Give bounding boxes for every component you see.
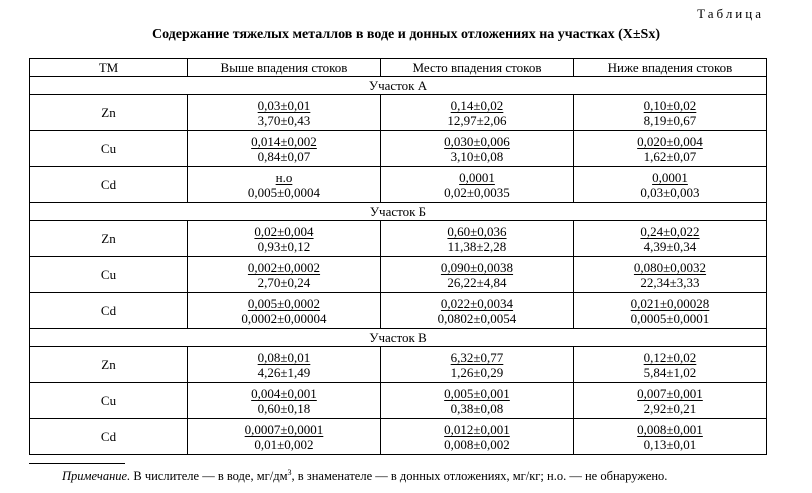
section-title: Участок А	[30, 77, 767, 95]
table-row	[30, 221, 767, 257]
denominator-sediment: 0,03±0,003	[640, 184, 700, 200]
table-row	[30, 347, 767, 383]
value-cell	[381, 167, 574, 203]
denominator-sediment: 1,26±0,29	[450, 364, 504, 380]
fraction	[637, 422, 703, 452]
numerator-water: н.о	[275, 169, 293, 185]
footnote	[62, 469, 667, 484]
numerator-water: 0,03±0,01	[257, 97, 311, 113]
numerator-water: 6,32±0,77	[450, 349, 504, 365]
header-above: Выше впадения стоков	[188, 59, 381, 77]
fraction	[258, 98, 311, 128]
table-row	[30, 293, 767, 329]
numerator-water: 0,10±0,02	[643, 97, 697, 113]
value-cell	[574, 257, 767, 293]
table-row	[30, 257, 767, 293]
section-row	[30, 203, 767, 221]
denominator-sediment: 0,01±0,002	[254, 436, 314, 452]
table-title: Содержание тяжелых металлов в воде и донных отложениях на участках (X±Sx)	[151, 27, 661, 42]
numerator-water: 0,0007±0,0001	[244, 421, 324, 437]
numerator-water: 0,004±0,001	[251, 385, 317, 401]
denominator-sediment: 0,005±0,0004	[247, 184, 321, 200]
value-cell	[188, 95, 381, 131]
denominator-sediment: 11,38±2,28	[447, 238, 507, 254]
table-row	[30, 167, 767, 203]
footnote-sup: 3	[287, 467, 292, 477]
fraction	[245, 422, 324, 452]
fraction	[241, 296, 326, 326]
table-row	[30, 95, 767, 131]
metal-cell: Zn	[30, 347, 188, 383]
denominator-sediment: 12,97±2,06	[447, 112, 507, 128]
fraction	[640, 170, 699, 200]
denominator-sediment: 4,39±0,34	[643, 238, 697, 254]
metal-cell: Cu	[30, 257, 188, 293]
value-cell	[381, 419, 574, 455]
header-below: Ниже впадения стоков	[574, 59, 767, 77]
numerator-water: 0,022±0,0034	[440, 295, 514, 311]
fraction	[248, 170, 320, 200]
value-cell	[188, 383, 381, 419]
table-label: Таблица	[697, 6, 764, 21]
numerator-water: 0,090±0,0038	[440, 259, 514, 275]
numerator-water: 0,014±0,002	[251, 133, 317, 149]
fraction	[444, 134, 510, 164]
fraction	[637, 134, 703, 164]
heavy-metals-table	[29, 58, 767, 455]
denominator-sediment: 1,62±0,07	[643, 148, 697, 164]
denominator-sediment: 0,0802±0,0054	[437, 310, 517, 326]
value-cell	[188, 221, 381, 257]
fraction	[258, 350, 311, 380]
table-row	[30, 419, 767, 455]
metal-cell: Zn	[30, 95, 188, 131]
denominator-sediment: 22,34±3,33	[640, 274, 700, 290]
numerator-water: 0,12±0,02	[643, 349, 697, 365]
numerator-water: 0,030±0,006	[444, 133, 510, 149]
denominator-sediment: 8,19±0,67	[643, 112, 697, 128]
fraction	[451, 350, 504, 380]
denominator-sediment: 26,22±4,84	[447, 274, 507, 290]
numerator-water: 0,012±0,001	[444, 421, 510, 437]
metal-cell: Cd	[30, 419, 188, 455]
fraction	[251, 386, 317, 416]
denominator-sediment: 0,0005±0,0001	[630, 310, 710, 326]
fraction	[644, 98, 697, 128]
footnote-rule	[29, 463, 125, 464]
value-cell	[574, 293, 767, 329]
denominator-sediment: 0,02±0,0035	[444, 184, 510, 200]
fraction	[634, 260, 706, 290]
value-cell	[188, 131, 381, 167]
denominator-sediment: 3,70±0,43	[257, 112, 311, 128]
numerator-water: 0,24±0,022	[640, 223, 700, 239]
denominator-sediment: 2,70±0,24	[257, 274, 311, 290]
header-tm: ТМ	[30, 59, 188, 77]
numerator-water: 0,020±0,004	[637, 133, 703, 149]
fraction	[447, 224, 506, 254]
denominator-sediment: 0,93±0,12	[257, 238, 311, 254]
section-row	[30, 329, 767, 347]
fraction	[644, 350, 697, 380]
fraction	[631, 296, 710, 326]
fraction	[637, 386, 703, 416]
fraction	[248, 260, 320, 290]
value-cell	[381, 293, 574, 329]
numerator-water: 0,60±0,036	[447, 223, 507, 239]
footnote-text-2: , в знаменателе — в донных отложениях, мг/кг; н.о. — не обнаружено.	[291, 469, 668, 483]
value-cell	[574, 347, 767, 383]
numerator-water: 0,021±0,00028	[630, 295, 710, 311]
value-cell	[381, 347, 574, 383]
value-cell	[574, 131, 767, 167]
value-cell	[574, 167, 767, 203]
numerator-water: 0,080±0,0032	[633, 259, 707, 275]
denominator-sediment: 0,13±0,01	[643, 436, 697, 452]
denominator-sediment: 2,92±0,21	[643, 400, 697, 416]
value-cell	[574, 221, 767, 257]
value-cell	[381, 383, 574, 419]
fraction	[441, 260, 513, 290]
numerator-water: 0,0001	[459, 169, 495, 185]
fraction	[438, 296, 517, 326]
value-cell	[188, 293, 381, 329]
fraction	[254, 224, 313, 254]
numerator-water: 0,14±0,02	[450, 97, 504, 113]
denominator-sediment: 5,84±1,02	[643, 364, 697, 380]
metal-cell: Cu	[30, 131, 188, 167]
denominator-sediment: 0,60±0,18	[257, 400, 311, 416]
numerator-water: 0,08±0,01	[257, 349, 311, 365]
table-row	[30, 131, 767, 167]
header-row	[30, 59, 767, 77]
section-title: Участок Б	[30, 203, 767, 221]
metal-cell: Cu	[30, 383, 188, 419]
numerator-water: 0,005±0,001	[444, 385, 510, 401]
value-cell	[574, 419, 767, 455]
table-row	[30, 383, 767, 419]
denominator-sediment: 0,84±0,07	[257, 148, 311, 164]
fraction	[447, 98, 506, 128]
value-cell	[188, 257, 381, 293]
fraction	[640, 224, 699, 254]
value-cell	[188, 347, 381, 383]
denominator-sediment: 0,38±0,08	[450, 400, 504, 416]
metal-cell: Cd	[30, 293, 188, 329]
denominator-sediment: 4,26±1,49	[257, 364, 311, 380]
value-cell	[188, 167, 381, 203]
footnote-label: Примечание.	[62, 469, 131, 483]
fraction	[444, 422, 510, 452]
metal-cell: Zn	[30, 221, 188, 257]
numerator-water: 0,02±0,004	[254, 223, 314, 239]
numerator-water: 0,002±0,0002	[247, 259, 321, 275]
section-row	[30, 77, 767, 95]
value-cell	[574, 95, 767, 131]
fraction	[444, 386, 510, 416]
numerator-water: 0,007±0,001	[637, 385, 703, 401]
value-cell	[574, 383, 767, 419]
value-cell	[381, 95, 574, 131]
value-cell	[381, 221, 574, 257]
footnote-text-1: В числителе — в воде, мг/дм	[130, 469, 288, 483]
numerator-water: 0,0001	[652, 169, 688, 185]
denominator-sediment: 0,008±0,002	[444, 436, 510, 452]
numerator-water: 0,005±0,0002	[247, 295, 321, 311]
table-body	[30, 77, 767, 455]
fraction	[251, 134, 317, 164]
denominator-sediment: 3,10±0,08	[450, 148, 504, 164]
metal-cell: Cd	[30, 167, 188, 203]
section-title: Участок В	[30, 329, 767, 347]
fraction	[444, 170, 510, 200]
header-at: Место впадения стоков	[381, 59, 574, 77]
value-cell	[381, 131, 574, 167]
numerator-water: 0,008±0,001	[637, 421, 703, 437]
value-cell	[188, 419, 381, 455]
denominator-sediment: 0,0002±0,00004	[241, 310, 327, 326]
value-cell	[381, 257, 574, 293]
